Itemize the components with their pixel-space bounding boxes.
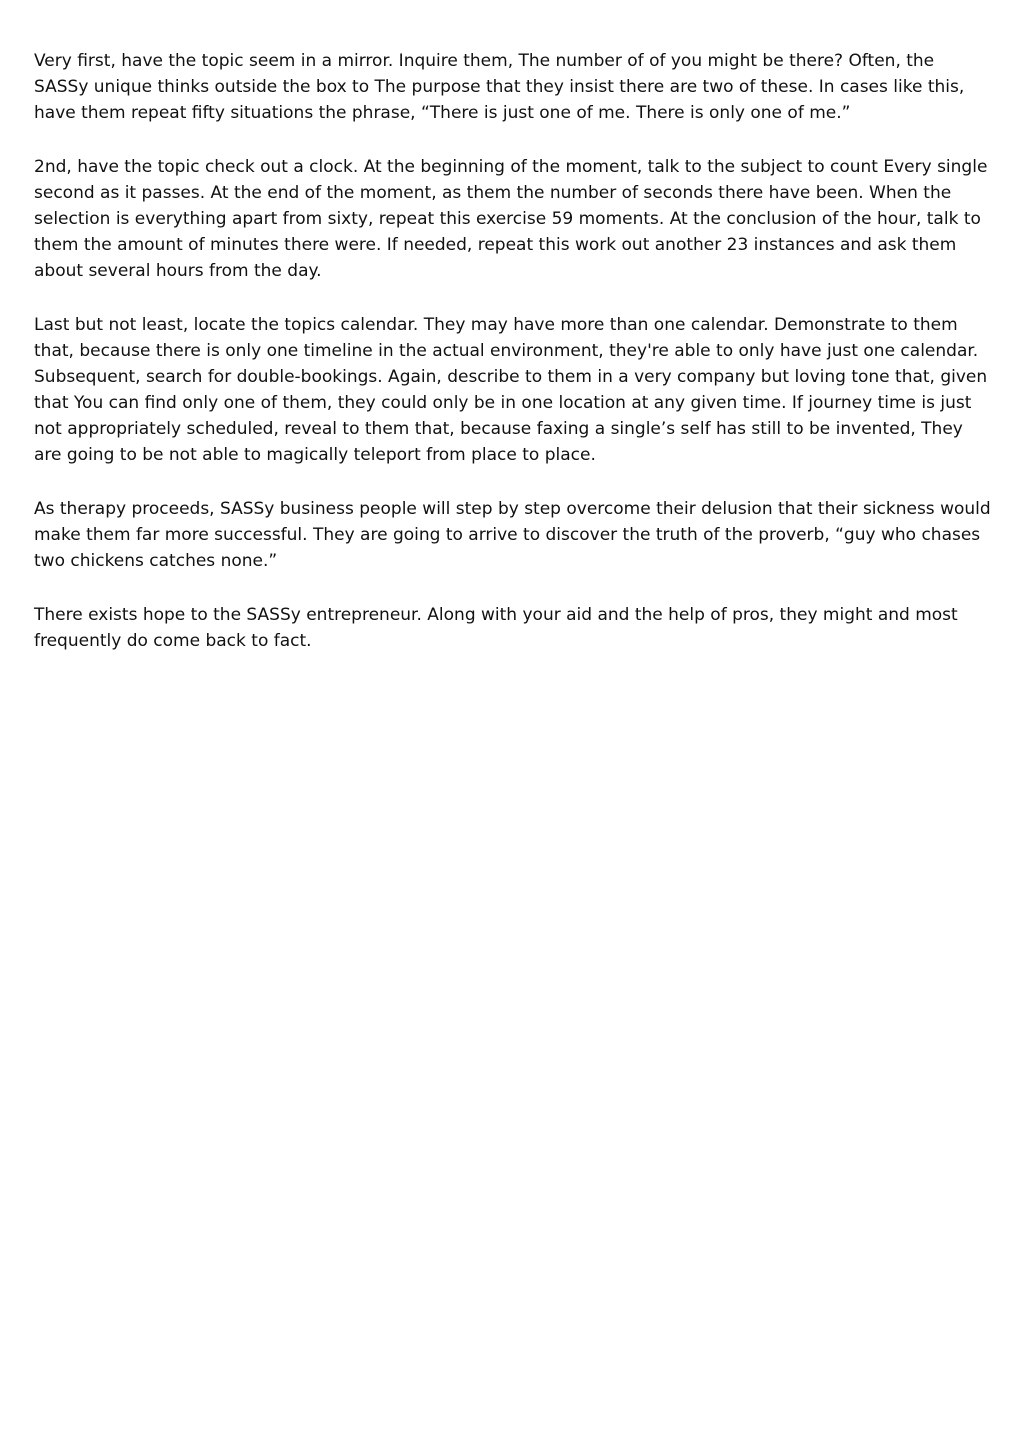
document-body: [34, 48, 992, 682]
paragraph-calendar: Last but not least, locate the topics calendar. They may have more than one calendar. Demonstrate to them that, because there is only one timeline in the actual environment, they're able to only have just one calendar. Subsequent, search for double-bookings. Again, describe to them in a very company but loving tone that, given that You can find only one of them, they could only be in one location at any given time. If journey time is just not appropriately scheduled, reveal to them that, because faxing a single’s self has still to be invented, They are going to be not able to magically teleport from place to place.: [34, 315, 988, 465]
paragraph-mirror: Very first, have the topic seem in a mirror. Inquire them, The number of of you might be there? Often, the SASSy unique thinks outside the box to The purpose that they insist there are two of these. In cases like this, have them repeat fifty situations the phrase, “There is just one of me. There is only one of me.”: [34, 51, 965, 123]
paragraph-clock: 2nd, have the topic check out a clock. At the beginning of the moment, talk to the subject to count Every single second as it passes. At the end of the moment, as them the number of seconds there have been. When the selection is everything apart from sixty, repeat this exercise 59 moments. At the conclusion of the hour, talk to them the amount of minutes there were. If needed, repeat this work out another 23 instances and ask them about several hours from the day.: [34, 157, 988, 281]
paragraph-hope: There exists hope to the SASSy entrepreneur. Along with your aid and the help of pros, they might and most frequently do come back to fact.: [34, 605, 958, 651]
paragraph-therapy: As therapy proceeds, SASSy business people will step by step overcome their delusion that their sickness would make them far more successful. They are going to arrive to discover the truth of the proverb, “guy who chases two chickens catches none.”: [34, 499, 991, 571]
